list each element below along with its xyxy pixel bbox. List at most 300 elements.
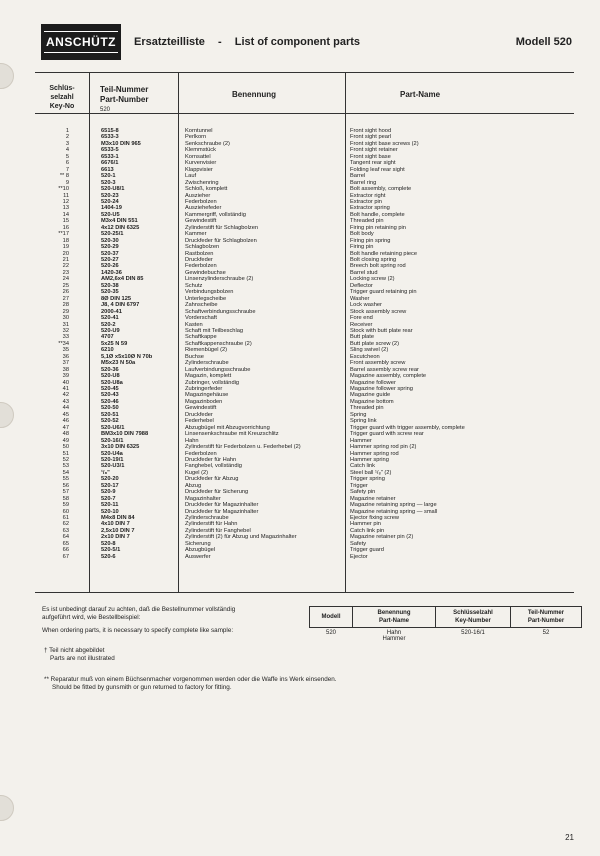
part-number: 520-8 xyxy=(101,540,116,547)
title-german: Ersatzteilliste xyxy=(134,36,205,48)
part-name-german: Kugel (2) xyxy=(185,469,209,476)
part-name-english: Receiver xyxy=(350,321,373,328)
key-number: 38 xyxy=(62,366,69,373)
part-name-english: Ejector fixing screw xyxy=(350,515,399,521)
key-number: 54 xyxy=(62,469,69,476)
key-number: 63 xyxy=(62,527,69,534)
part-number: 520-5/1 xyxy=(101,547,121,554)
table-row xyxy=(0,470,600,476)
model-title: Modell 520 xyxy=(515,36,572,48)
order-header-part xyxy=(511,607,582,628)
table-row xyxy=(0,212,600,218)
key-header-en: Key-No xyxy=(49,103,75,110)
table-row xyxy=(0,244,600,250)
table-row xyxy=(0,489,600,495)
part-number: 520-11 xyxy=(101,502,119,509)
part-header-model: 520 xyxy=(100,107,111,113)
table-row xyxy=(0,541,600,547)
key-number: 67 xyxy=(62,553,69,560)
part-number: 4707 xyxy=(101,334,114,341)
order-example-name-de: Hahn xyxy=(386,630,402,636)
part-name-german: Schaftkappe xyxy=(185,334,217,341)
key-number: 9 xyxy=(65,179,69,186)
part-name-english: Butt plate screw (2) xyxy=(350,340,399,347)
part-name-english: Hammer xyxy=(350,437,372,444)
part-name-german: Abzugbügel mit Abzugvorrichtung xyxy=(185,424,270,431)
key-number: 56 xyxy=(62,482,69,489)
part-name-english: Washer xyxy=(350,295,370,302)
key-number: 32 xyxy=(62,327,69,334)
part-header-de: Teil-Nummer xyxy=(100,85,149,94)
key-number: 53 xyxy=(62,463,69,470)
part-number: 520-23 xyxy=(101,192,119,199)
part-name-english: Trigger guard xyxy=(350,547,384,554)
part-name-english: Catch link xyxy=(350,463,375,470)
key-number: 31 xyxy=(62,321,69,328)
table-row xyxy=(0,354,600,360)
part-number: 4x10 DIN 7 xyxy=(101,521,130,528)
part-name-english: Locking screw (2) xyxy=(350,276,395,283)
key-number-header xyxy=(40,84,84,111)
key-number: 39 xyxy=(62,373,69,380)
part-number: 520-17 xyxy=(101,482,119,489)
part-name-german: Rastbolzen xyxy=(185,250,214,257)
part-number: AM2,6x4 DIN 85 xyxy=(101,276,144,283)
key-number: 42 xyxy=(62,392,69,399)
key-number: 22 xyxy=(62,263,69,270)
part-name-german: Ausziehefeder xyxy=(185,205,222,212)
key-number: 45 xyxy=(62,411,69,418)
key-number: 52 xyxy=(62,456,69,463)
table-row xyxy=(0,405,600,411)
part-name-english: Folding leaf rear sight xyxy=(350,166,405,173)
dagger-note-en: Parts are not illustrated xyxy=(50,655,115,662)
part-number: 520-29 xyxy=(101,244,119,251)
key-number: 24 xyxy=(62,276,69,283)
order-header-model xyxy=(310,607,353,628)
part-name-german: Laufverbindungsschraube xyxy=(185,366,251,373)
part-number: 2x10 DIN 7 xyxy=(101,534,130,541)
key-number: 66 xyxy=(62,547,69,554)
table-row xyxy=(0,412,600,418)
part-name-german: Druckfeder für Magazinhalter xyxy=(185,502,259,509)
table-row xyxy=(0,463,600,469)
key-number: 15 xyxy=(62,218,69,225)
table-top-rule xyxy=(35,72,574,73)
part-name-german: Klappvisier xyxy=(185,166,213,173)
part-name-german: Kasten xyxy=(185,321,203,328)
title-english: List of component parts xyxy=(234,36,360,48)
key-number: 58 xyxy=(62,495,69,502)
part-number: 520-37 xyxy=(101,250,119,257)
table-row xyxy=(0,199,600,205)
part-number: 6533-3 xyxy=(101,134,119,141)
table-row xyxy=(0,276,600,282)
part-name-german: Riemenbügel (2) xyxy=(185,347,228,354)
table-row xyxy=(0,322,600,328)
table-row xyxy=(0,334,600,340)
part-name-german: Kammergriff, vollständig xyxy=(185,211,246,218)
part-name-german: Abzug xyxy=(185,482,202,489)
key-number: 65 xyxy=(62,540,69,547)
part-name-german: Zubringerfeder xyxy=(185,386,223,392)
table-row xyxy=(0,270,600,276)
part-name-german: Verbindungsbolzen xyxy=(185,289,234,296)
name-de-header: Benennung xyxy=(232,90,276,99)
part-number: 520-41 xyxy=(101,315,119,322)
key-number: 62 xyxy=(62,521,69,528)
part-name-german: Gewindestift xyxy=(185,218,217,225)
part-number: 520-3 xyxy=(101,179,116,186)
part-name-german: Druckfeder xyxy=(185,411,213,418)
key-number: 47 xyxy=(62,424,69,431)
document-title xyxy=(134,36,370,48)
key-number: 40 xyxy=(62,379,69,386)
part-name-english: Hammer spring rod pin (2) xyxy=(350,444,417,451)
part-name-english: Trigger guard with trigger assembly, complete xyxy=(350,424,465,431)
part-name-german: Gewindebuchse xyxy=(185,269,226,276)
part-number: 520-27 xyxy=(101,257,119,263)
part-number: 1404-19 xyxy=(101,205,122,212)
part-name-english: Hammer spring rod xyxy=(350,450,399,457)
part-name-english: Firing pin retaining pin xyxy=(350,224,406,231)
key-number: 55 xyxy=(62,476,69,483)
key-number: 5 xyxy=(65,153,69,160)
order-example-key: 520-16/1 xyxy=(461,630,485,636)
part-name-english: Spring xyxy=(350,411,367,418)
part-number: 520-6 xyxy=(101,553,116,560)
part-number: 520-24 xyxy=(101,198,119,205)
part-name-german: Gewindestift xyxy=(185,405,217,412)
part-name-english: Ejector xyxy=(350,553,368,560)
part-name-german: Zylinderstift für Federbolzen u. Federhebel (2) xyxy=(185,444,301,451)
part-name-english: Hammer spring xyxy=(350,456,389,463)
key-number: 37 xyxy=(62,360,69,367)
part-name-german: Kammer xyxy=(185,231,207,238)
part-name-english: Firing pin xyxy=(350,244,374,251)
table-row xyxy=(0,167,600,173)
table-row xyxy=(0,193,600,199)
part-name-german: Druckfeder für Schlagbolzen xyxy=(185,237,257,244)
part-name-english: Escutcheon xyxy=(350,353,380,360)
part-name-german: Federbolzen xyxy=(185,263,217,270)
key-number: 21 xyxy=(62,257,69,263)
part-name-english: Hammer pin xyxy=(350,521,381,528)
part-name-english: Stock assembly screw xyxy=(350,308,407,315)
table-row xyxy=(0,451,600,457)
table-row xyxy=(0,380,600,386)
table-row xyxy=(0,534,600,540)
table-row xyxy=(0,521,600,527)
order-example-part: 52 xyxy=(542,630,550,636)
part-name-english: Front assembly screw xyxy=(350,360,406,367)
part-name-english: Tangent rear sight xyxy=(350,160,396,167)
part-name-english: Steel ball ¹/₈" (2) xyxy=(350,469,392,476)
part-name-german: Schaftkappenschraube (2) xyxy=(185,340,252,347)
part-name-english: Extractor spring xyxy=(350,205,390,212)
part-name-german: Druckfeder für Abzug xyxy=(185,476,239,483)
part-name-english: Trigger spring xyxy=(350,476,385,483)
order-example-name-en: Hammer xyxy=(382,636,406,642)
part-number: 520-U3/1 xyxy=(101,463,125,470)
part-number: 520-25/1 xyxy=(101,231,124,238)
key-number: 48 xyxy=(62,431,69,438)
part-name-english: Threaded pin xyxy=(350,405,384,412)
part-name-english: Magazine follower xyxy=(350,379,396,386)
part-number: 6533-1 xyxy=(101,153,119,160)
part-name-german: Schlagbolzen xyxy=(185,244,220,251)
table-row xyxy=(0,373,600,379)
table-row xyxy=(0,225,600,231)
part-number: 520-50 xyxy=(101,405,119,412)
part-number: 520-30 xyxy=(101,237,119,244)
key-number: 27 xyxy=(62,295,69,302)
order-example-table xyxy=(309,606,582,652)
part-number: J8, 4 DIN 6797 xyxy=(101,302,140,309)
key-number: 44 xyxy=(62,405,69,412)
table-row xyxy=(0,360,600,366)
part-name-english: Safety xyxy=(350,540,367,547)
name-en-header: Part-Name xyxy=(400,90,441,99)
part-name-german: Federbolzen xyxy=(185,450,217,457)
part-number: 520-U8 xyxy=(101,373,120,380)
table-row xyxy=(0,309,600,315)
part-name-english: Magazine retaining spring — small xyxy=(350,508,438,515)
key-number: 51 xyxy=(62,450,69,457)
key-number: 4 xyxy=(65,147,69,154)
key-number: 25 xyxy=(62,282,69,289)
part-number: 4x12 DIN 6325 xyxy=(101,224,140,231)
parts-list xyxy=(0,128,600,588)
part-name-german: Federhebel xyxy=(185,418,214,425)
part-name-english: Breech bolt spring rod xyxy=(350,263,406,270)
part-number: 520-51 xyxy=(101,411,119,418)
part-name-german: Linsensenkschraube mit Kreuzschlitz xyxy=(185,431,279,438)
part-name-english: Trigger guard retaining pin xyxy=(350,289,417,296)
key-number: 18 xyxy=(62,237,69,244)
table-row xyxy=(0,173,600,179)
part-name-german: Abzugbügel xyxy=(185,547,216,554)
page-number: 21 xyxy=(565,833,574,842)
order-header-part-de: Teil-Nummer xyxy=(527,610,565,616)
key-number: 64 xyxy=(62,534,69,541)
part-number: 2,5x10 DIN 7 xyxy=(101,527,135,534)
order-note-german xyxy=(42,606,235,622)
table-row xyxy=(0,547,600,553)
table-row xyxy=(0,444,600,450)
table-row xyxy=(0,180,600,186)
table-row xyxy=(0,289,600,295)
part-number-header xyxy=(100,85,148,115)
key-header-de: Schlüs- xyxy=(49,85,75,92)
part-name-german: Zylinderschraube xyxy=(185,360,229,367)
part-name-english: Deflector xyxy=(350,282,373,289)
key-number: 60 xyxy=(62,508,69,515)
part-name-english: Extractor right xyxy=(350,192,386,199)
table-row xyxy=(0,134,600,140)
part-number: 520-10 xyxy=(101,508,119,515)
table-row xyxy=(0,328,600,334)
part-number: 5x25 N 59 xyxy=(101,340,128,347)
table-row xyxy=(0,431,600,437)
key-number: 50 xyxy=(62,444,69,451)
dagger-note-de: † Teil nicht abgebildet xyxy=(44,647,105,654)
part-number: ¹/₈" xyxy=(101,469,110,476)
part-name-english: Magazine retainer xyxy=(350,495,396,502)
key-number: 28 xyxy=(62,302,69,309)
part-number: 520-U4a xyxy=(101,450,123,457)
part-name-german: Schaftverbindungsschraube xyxy=(185,308,256,315)
part-number: 6613 xyxy=(101,166,114,173)
key-number: 59 xyxy=(62,502,69,509)
key-number: **34 xyxy=(58,340,69,347)
anschutz-logo xyxy=(41,24,121,60)
part-number: 6676/1 xyxy=(101,160,119,167)
part-number: BM3x10 DIN 7988 xyxy=(101,431,149,438)
part-number: 520-9 xyxy=(101,489,116,496)
order-note-de-line2: aufgeführt wird, wie Bestellbeispiel: xyxy=(42,614,141,621)
part-number: 520-1 xyxy=(101,173,116,180)
table-row xyxy=(0,496,600,502)
part-name-english: Magazine retaining spring — large xyxy=(350,502,437,509)
part-name-german: Senkschraube (2) xyxy=(185,140,230,147)
part-number: 1420-36 xyxy=(101,269,122,276)
part-number: 520-20 xyxy=(101,476,119,483)
key-number: 36 xyxy=(62,353,69,360)
part-name-german: Kornsattel xyxy=(185,153,211,160)
order-header-part-en: Part-Number xyxy=(527,618,565,624)
key-number: 11 xyxy=(63,192,69,199)
part-name-german: Magazin, komplett xyxy=(185,373,232,380)
table-row xyxy=(0,154,600,160)
part-number: 520-U8a xyxy=(101,379,123,386)
part-number: M4x8 DIN 84 xyxy=(101,515,135,521)
part-name-german: Magazinhalter xyxy=(185,495,221,502)
part-name-german: Druckfeder für Hahn xyxy=(185,456,237,463)
table-row xyxy=(0,186,600,192)
part-number: 520-45 xyxy=(101,386,119,392)
part-number: 520-35 xyxy=(101,289,119,296)
key-number: 57 xyxy=(62,489,69,496)
part-name-german: Zylinderstift (2) für Abzug und Magazinhalter xyxy=(185,534,297,541)
part-number: 520-U6/1 xyxy=(101,424,125,431)
table-row xyxy=(0,147,600,153)
part-number: 520-U5 xyxy=(101,211,120,218)
part-number: 520-52 xyxy=(101,418,119,425)
part-name-german: Schutz xyxy=(185,282,203,289)
part-number: 2000-41 xyxy=(101,308,122,315)
table-row xyxy=(0,438,600,444)
part-number: M5x23 N 50a xyxy=(101,360,136,367)
part-name-german: Lauf xyxy=(185,173,197,180)
key-number: 29 xyxy=(62,308,69,315)
key-number: 35 xyxy=(62,347,69,354)
part-name-english: Barrel stud xyxy=(350,269,378,276)
part-name-german: Unterlegscheibe xyxy=(185,295,227,302)
table-row xyxy=(0,502,600,508)
part-name-german: Magazinboden xyxy=(185,398,223,405)
part-name-english: Safety pin xyxy=(350,489,376,496)
order-header-key-de: Schlüsselzahl xyxy=(453,610,493,616)
key-number: 61 xyxy=(62,515,69,521)
key-number: 3 xyxy=(65,140,69,147)
table-row xyxy=(0,141,600,147)
key-header-de2: selzahl xyxy=(50,94,74,101)
table-row xyxy=(0,302,600,308)
key-number: 16 xyxy=(62,224,69,231)
part-name-german: Klemmstück xyxy=(185,147,216,154)
table-row xyxy=(0,128,600,134)
order-note-english: When ordering parts, it is necessary to specify complete like sample: xyxy=(42,627,234,634)
table-row xyxy=(0,296,600,302)
part-name-english: Barrel xyxy=(350,173,366,180)
table-row xyxy=(0,347,600,353)
part-number: 520-19/1 xyxy=(101,456,124,463)
part-name-english: Catch link pin xyxy=(350,527,385,534)
part-name-german: Schloß, komplett xyxy=(185,186,228,193)
key-number: 1 xyxy=(65,128,69,134)
repair-note-de: ** Reparatur muß von einem Büchsenmacher vorgenommen werden oder die Waffe ins Werk einsenden. xyxy=(44,676,337,683)
part-name-english: Barrel ring xyxy=(350,179,377,186)
part-name-german: Zwischenring xyxy=(185,179,219,186)
table-row xyxy=(0,392,600,398)
part-name-german: Magazingehäuse xyxy=(185,392,229,399)
part-name-english: Front sight base xyxy=(350,153,391,160)
key-number: 30 xyxy=(62,315,69,322)
key-number: 41 xyxy=(62,386,69,392)
part-name-english: Fore end xyxy=(350,315,373,322)
table-row xyxy=(0,315,600,321)
table-row xyxy=(0,341,600,347)
key-number: 7 xyxy=(65,166,69,173)
table-row xyxy=(0,257,600,263)
title-separator: - xyxy=(217,36,222,48)
key-number: 23 xyxy=(62,269,69,276)
binder-hole-bottom xyxy=(0,795,14,821)
order-header-model-text: Modell xyxy=(321,614,341,620)
part-name-english: Magazine follower spring xyxy=(350,386,413,392)
part-number: 8Ø DIN 125 xyxy=(101,295,132,302)
part-name-english: Magazine retainer pin (2) xyxy=(350,534,414,541)
not-illustrated-note xyxy=(44,647,115,663)
order-header-name-de: Benennung xyxy=(377,610,411,616)
table-row xyxy=(0,399,600,405)
key-number: 2 xyxy=(65,134,69,141)
table-row xyxy=(0,231,600,237)
table-row xyxy=(0,418,600,424)
part-name-german: Zylinderstift für Schlagbolzen xyxy=(185,224,259,231)
key-number: 20 xyxy=(62,250,69,257)
part-name-german: Kurvenvisier xyxy=(185,160,217,167)
table-row xyxy=(0,283,600,289)
part-number: 6210 xyxy=(101,347,114,354)
key-number: 13 xyxy=(62,205,69,212)
part-number: M3x10 DIN 965 xyxy=(101,140,141,147)
part-name-english: Bolt handle, complete xyxy=(350,211,405,218)
part-name-german: Linsenzylinderschraube (2) xyxy=(185,276,254,283)
key-number: 19 xyxy=(62,244,69,251)
part-name-english: Sling swivel (2) xyxy=(350,347,389,354)
part-number: 520-2 xyxy=(101,321,116,328)
table-row xyxy=(0,483,600,489)
part-number: M3x4 DIN 551 xyxy=(101,218,138,225)
order-header-name-en: Part-Name xyxy=(378,618,409,624)
part-number: 520-43 xyxy=(101,392,119,399)
part-name-english: Magazine guide xyxy=(350,392,391,399)
part-number: 3x10 DIN 6325 xyxy=(101,444,140,451)
part-name-german: Zylinderstift für Hahn xyxy=(185,521,238,528)
part-name-german: Buchse xyxy=(185,353,204,360)
